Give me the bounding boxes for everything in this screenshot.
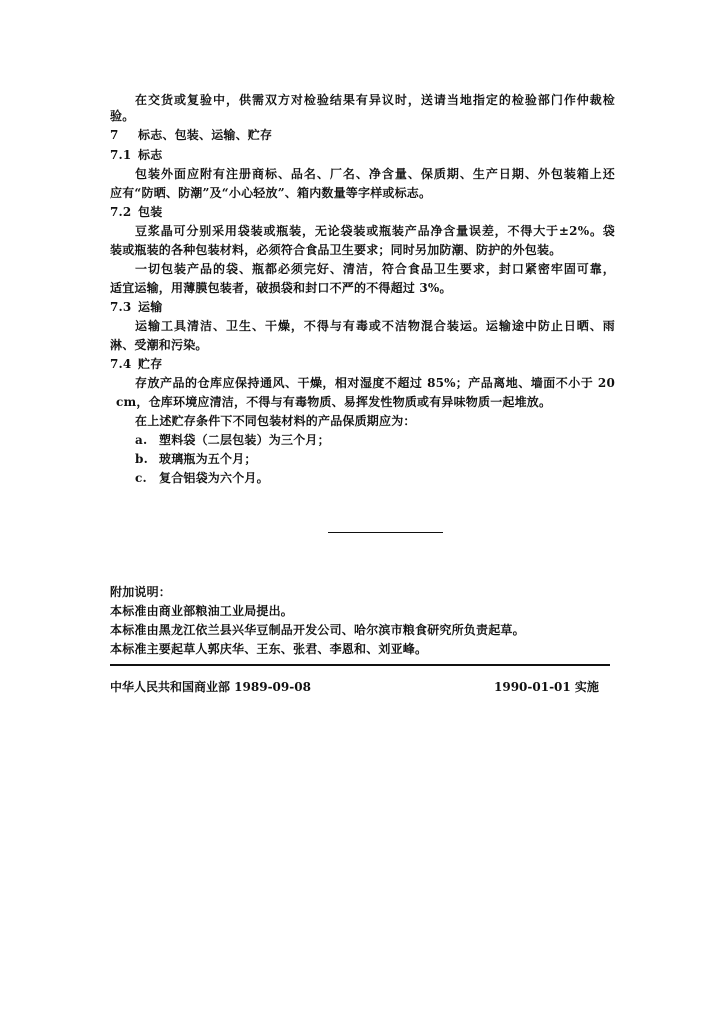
list-item-marker: b. [135, 452, 148, 466]
section-7-2-number: 7.2 [110, 205, 132, 219]
end-of-text-rule [328, 532, 443, 533]
section-7-2-p2-line-2: 适宜运输，用薄膜包装者，破损袋和封口不严的不得超过 3%。 [110, 281, 452, 295]
list-item-text: 塑料袋（二层包装）为三个月； [159, 433, 330, 447]
intro-line-2: 验。 [110, 109, 135, 123]
list-item-text: 玻璃瓶为五个月； [159, 452, 257, 466]
section-7-4-line-2: cm，仓库环境应清洁，不得与有毒物质、易挥发性物质或有异味物质一起堆放。 [116, 395, 552, 409]
section-7-1-title: 标志 [138, 148, 163, 162]
section-7-3-line-1: 运输工具清洁、卫生、干燥，不得与有毒或不洁物混合装运。运输途中防止日晒、雨 [135, 319, 615, 333]
notes-line-1: 本标准由商业部粮油工业局提出。 [110, 604, 294, 618]
footer-rule [110, 664, 610, 666]
list-item-marker: a. [135, 433, 148, 447]
list-item [135, 451, 615, 467]
section-7-1-line-2: 应有“防晒、防潮”及“小心轻放”、箱内数量等字样或标志。 [110, 186, 432, 200]
list-item-text: 复合铝袋为六个月。 [159, 471, 269, 485]
section-7-4-line-1: 存放产品的仓库应保持通风、干燥，相对湿度不超过 85%；产品离地、墙面不小于 20 [135, 376, 615, 390]
section-7-2-heading [110, 204, 615, 220]
notes-title: 附加说明： [110, 585, 172, 599]
section-7-1-heading [110, 147, 615, 163]
section-7-3-title: 运输 [138, 300, 163, 314]
notes-line-2: 本标准由黑龙江依兰县兴华豆制品开发公司、哈尔滨市粮食研究所负责起草。 [110, 623, 525, 637]
section-7-2-p1-line-1: 豆浆晶可分别采用袋装或瓶装，无论袋装或瓶装产品净含量误差，不得大于±2%。袋 [135, 224, 615, 238]
effective-date: 1990-01-01 实施 [494, 680, 599, 694]
section-7-1-line-1: 包装外面应附有注册商标、品名、厂名、净含量、保质期、生产日期、外包装箱上还 [135, 167, 615, 181]
list-item-marker: c. [135, 471, 147, 485]
section-7-3-line-2: 淋、受潮和污染。 [110, 338, 208, 352]
section-7-4-number: 7.4 [110, 357, 132, 371]
section-7-1-number: 7.1 [110, 148, 132, 162]
section-7-4-heading [110, 356, 615, 372]
section-7-2-title: 包装 [138, 205, 163, 219]
section-7-4-line-3: 在上述贮存条件下不同包装材料的产品保质期应为： [135, 414, 416, 428]
section-7-4-title: 贮存 [138, 357, 163, 371]
list-item [135, 470, 615, 486]
section-7-3-heading [110, 299, 615, 315]
intro-line-1: 在交货或复验中，供需双方对检验结果有异议时，送请当地指定的检验部门作仲裁检 [135, 93, 615, 107]
issue-date: 中华人民共和国商业部 1989-09-08 [110, 680, 311, 694]
section-7-3-number: 7.3 [110, 300, 132, 314]
notes-line-3: 本标准主要起草人郭庆华、王东、张君、李恩和、刘亚峰。 [110, 642, 428, 656]
section-7-2-p1-line-2: 装或瓶装的各种包装材料，必须符合食品卫生要求；同时另加防潮、防护的外包装。 [110, 243, 562, 257]
section-7-2-p2-line-1: 一切包装产品的袋、瓶都必须完好、清洁，符合食品卫生要求，封口紧密牢固可靠， [135, 262, 615, 276]
section-7-title: 标志、包装、运输、贮存 [138, 128, 273, 142]
section-7-heading [110, 127, 615, 143]
list-item [135, 432, 615, 448]
section-7-number: 7 [110, 128, 119, 142]
